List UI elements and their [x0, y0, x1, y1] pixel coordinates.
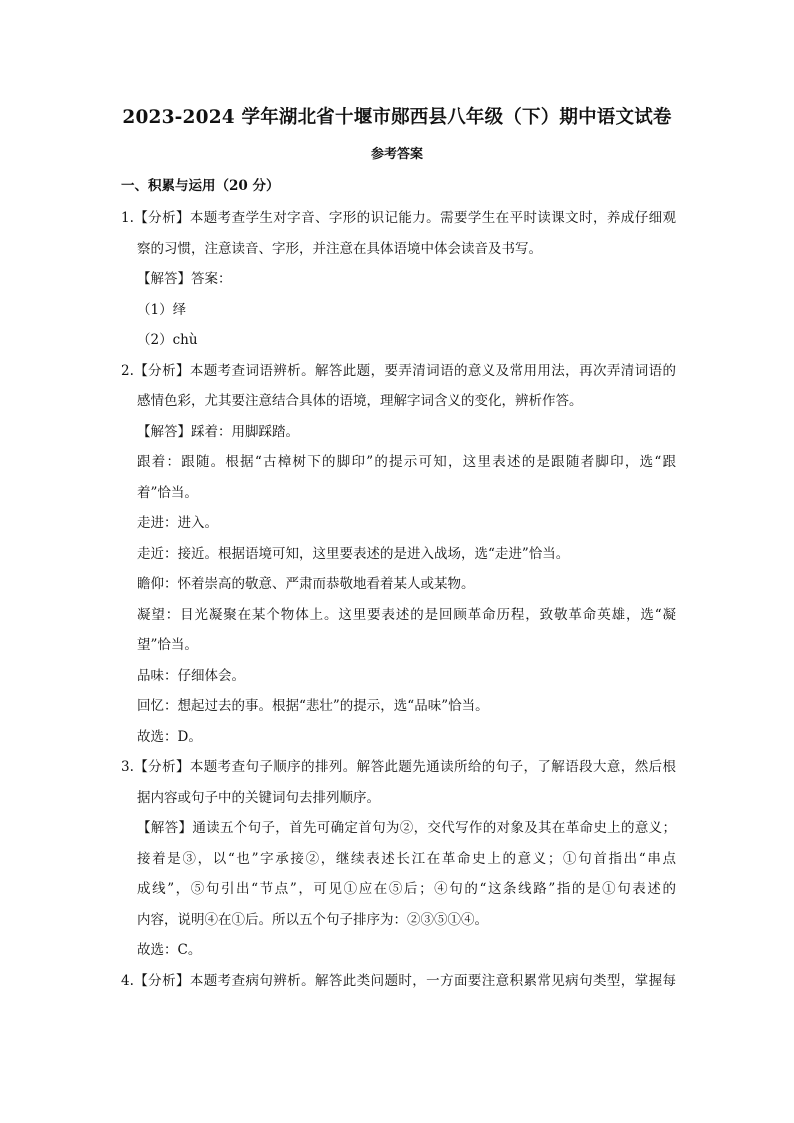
text-line: 走近：接近。根据语境可知，这里要表述的是进入战场，选“走进”恰当。 [137, 545, 570, 562]
text-line: 【解答】答案： [137, 271, 232, 287]
text-line: 瞻仰：怀着崇高的敬意、严肃而恭敬地看着某人或某物。 [137, 576, 475, 592]
text-line: 3.【分析】本题考查句子顺序的排列。解答此题先通读所给的句子，了解语段大意，然后根 [121, 759, 676, 775]
text-line: 成线”，⑤句引出“节点”，可见①应在⑤后；④句的“这条线路”指的是①句表述的 [137, 881, 676, 897]
text-line: 【解答】通读五个句子，首先可确定首句为②，交代写作的对象及其在革命史上的意义； [137, 820, 676, 836]
page-subtitle: 参考答案 [370, 147, 423, 162]
text-line: 感情色彩，尤其要注意结合具体的语境，理解字词含义的变化，辨析作答。 [137, 393, 583, 409]
text-line: 回忆：想起过去的事。根据“悲壮”的提示，选“品味”恰当。 [137, 698, 489, 714]
text-line: 据内容或句子中的关键词句去排列顺序。 [137, 789, 380, 806]
text-line: 2.【分析】本题考查词语辨析。解答此题，要弄清词语的意义及常用用法，再次弄清词语的 [121, 362, 676, 379]
text-line: 【解答】踩着：用脚踩踏。 [137, 423, 299, 440]
text-line: 品味：仔细体会。 [137, 667, 245, 684]
text-line: （1）绎 [137, 301, 187, 318]
text-line: 跟着：跟随。根据“古樟树下的脚印”的提示可知，这里表述的是跟随者脚印，选“跟 [137, 454, 676, 470]
text-line: 1.【分析】本题考查学生对字音、字形的识记能力。需要学生在平时读课文时，养成仔细观 [121, 210, 676, 226]
text-line: （2）chù [137, 332, 198, 348]
text-line: 着”恰当。 [137, 484, 198, 501]
answer-content [121, 203, 676, 996]
page-title: 2023-2024 学年湖北省十堰市郧西县八年级（下）期中语文试卷 [122, 107, 672, 128]
text-line: 察的习惯，注意读音、字形，并注意在具体语境中体会读音及书写。 [137, 240, 542, 257]
text-line: 接着是③，以“也”字承接②，继续表述长江在革命史上的意义；①句首指出“串点 [137, 850, 676, 867]
text-line: 凝望：目光凝聚在某个物体上。这里要表述的是回顾革命历程，致敬革命英雄，选“凝 [137, 606, 676, 623]
text-line: 走进：进入。 [137, 515, 218, 531]
text-line: 故选：C。 [137, 942, 202, 958]
text-line: 内容，说明④在①后。所以五个句子排序为：②③⑤①④。 [137, 911, 488, 928]
section-heading: 一、积累与运用（20 分） [121, 178, 280, 194]
text-line: 4.【分析】本题考查病句辨析。解答此类问题时，一方面要注意积累常见病句类型，掌握每 [121, 972, 676, 989]
text-line: 望”恰当。 [137, 637, 198, 653]
text-line: 故选：D。 [137, 728, 202, 745]
